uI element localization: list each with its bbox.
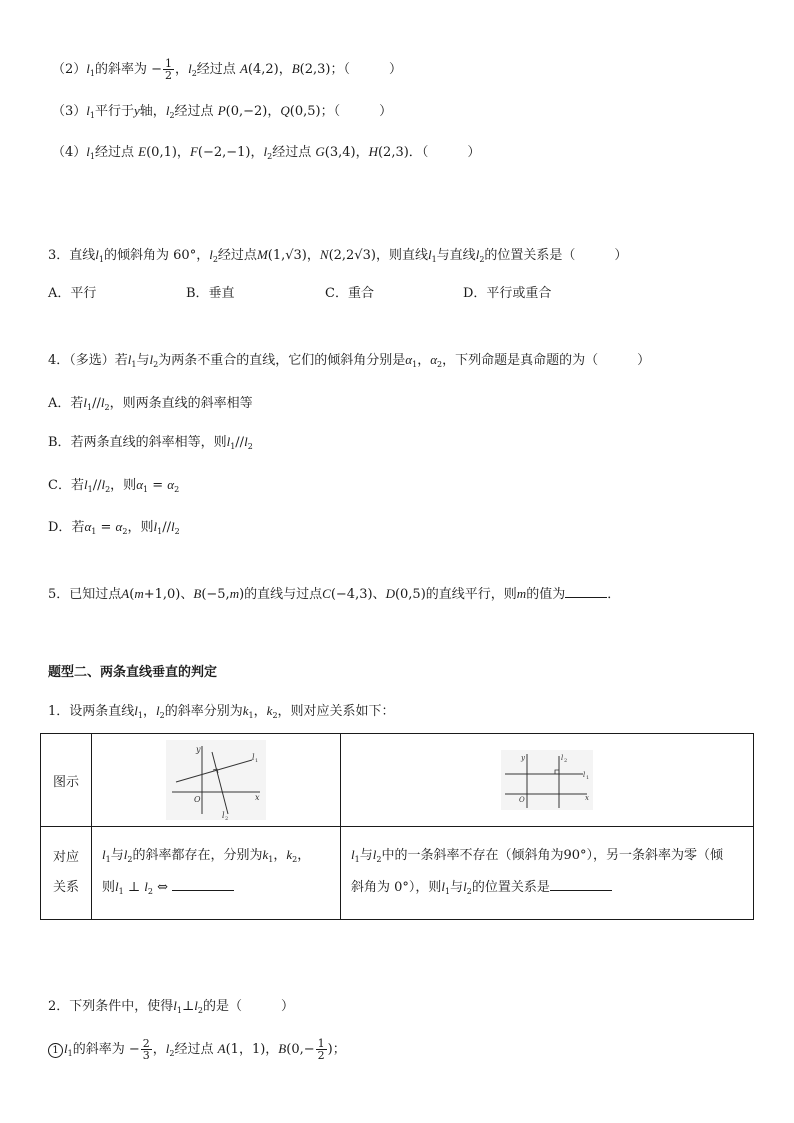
origin-label: O <box>194 795 201 804</box>
question-3: 3．直线$l_1$的倾斜角为 60°，$l_2$经过点M(1,√3)，N(2,2√3)，则直线$l_1$与直线$l_2$的位置关系是（ ） <box>48 247 628 264</box>
row-header-relation: 对应 关系 <box>41 827 92 920</box>
sub-question-3: $(3)l_1$平行于y轴，$l_2$经过点 P(0,−2)，Q(0,5)；（ ） <box>52 103 393 120</box>
condition-1: 1 $l_1$的斜率为 − $\frac{2}{3}$ ，$l_2$经过点 A(1，1)，B(0,− $\frac{1}{2}$ )； <box>48 1038 346 1064</box>
q4-option-b: B．若两条直线的斜率相等，则$l_1//l_2$ <box>48 434 253 451</box>
question-4: 4．（多选）若$l_1$与$l_2$为两条不重合的直线，它们的倾斜角分别是$\alpha_1$，$\alpha_2$，下列命题是真命题的为（ ） <box>48 352 651 369</box>
axis-parallel-lines-figure <box>501 750 593 810</box>
q3-option-b: B．垂直 <box>186 286 235 301</box>
x-label-2: x <box>585 794 589 802</box>
l1-label: l <box>252 753 255 762</box>
l2-label-2: l <box>561 754 564 762</box>
question-5: 5．已知过点A(m+1,0)、B(−5,m)的直线与过点C(−4,3)、D(0,5)的直线平行，则m的值为 ． <box>48 586 621 602</box>
l2-label: l <box>222 811 225 820</box>
x-label: x <box>255 793 260 802</box>
relation-cell-left: $l_1$与$l_2$的斜率都存在，分别为$k_1$，$k_2$， 则$l_1$ ⊥ $l_2$ ⇔ <box>92 827 341 920</box>
row-header-figure: 图示 <box>41 734 92 827</box>
sub-question-4: $(4)l_1$经过点 E(0,1)，F(−2,−1)，$l_2$经过点 G(3,4)，H(2,3)．（ ） <box>52 144 481 161</box>
y-label: y <box>196 745 201 754</box>
l1-label-2: l <box>583 771 586 779</box>
relation-cell-right: $l_1$与$l_2$中的一条斜率不存在（倾斜角为90°），另一条斜率为零（倾 斜角为 0°），则$l_1$与$l_2$的位置关系是 <box>341 827 754 920</box>
q3-option-a: A．平行 <box>48 286 97 301</box>
point-1: 1．设两条直线$l_1$，$l_2$的斜率分别为$k_1$，$k_2$，则对应关系如下： <box>48 703 395 720</box>
sub-question-2: $(2)l_1$的斜率为 − $\frac{1}{2}$ ，$l_2$经过点 A(4,2)，B(2,3)；（ ） <box>52 57 403 82</box>
q4-option-a: A．若$l_1//l_2$，则两条直线的斜率相等 <box>48 395 253 412</box>
y-label-2: y <box>521 754 525 762</box>
q4-option-d: D．若$\alpha_1 = \alpha_2$，则$l_1//l_2$ <box>48 519 180 536</box>
section-title: 题型二、两条直线垂直的判定 <box>48 665 218 680</box>
oblique-lines-figure <box>166 740 266 820</box>
q3-option-c: C．重合 <box>325 286 374 301</box>
figure-bg-2 <box>501 750 593 810</box>
origin-label-2: O <box>519 796 525 804</box>
figure-bg <box>166 740 266 820</box>
l2-subscript: 2 <box>225 816 229 820</box>
q4-option-c: C．若$l_1//l_2$，则$\alpha_1 = \alpha_2$ <box>48 477 180 494</box>
figure-cell-left <box>92 734 341 827</box>
q3-option-d: D．平行或重合 <box>463 286 552 301</box>
circled-number-1: 1 <box>48 1043 63 1058</box>
l2-subscript-2: 2 <box>564 758 568 764</box>
l1-subscript-2: 1 <box>586 775 590 781</box>
point-2: 2．下列条件中，使得$l_1\perp l_2$的是（ ） <box>48 998 294 1015</box>
figure-cell-right <box>341 734 754 827</box>
l1-subscript: 1 <box>255 758 259 764</box>
relation-table <box>40 733 754 920</box>
